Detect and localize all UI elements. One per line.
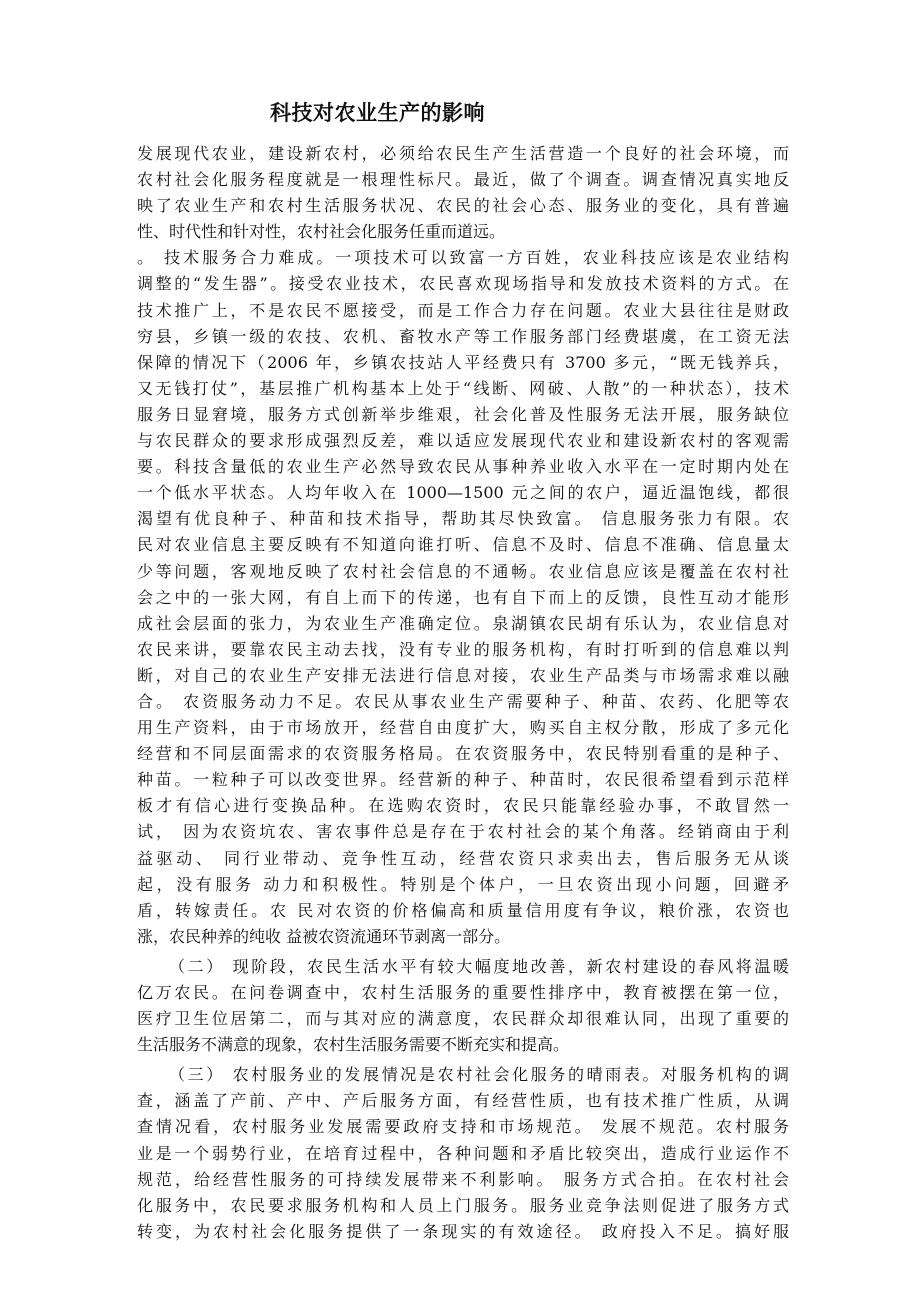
text-line: 服务日显窘境，服务方式创新举步维艰，社会化普及性服务无法开展，服务缺位 xyxy=(137,404,789,424)
text-line: 经营和不同层面需求的农资服务格局。在农资服务中，农民特别看重的是种子、 xyxy=(137,744,789,764)
document-body xyxy=(137,141,789,1245)
text-line: 生活服务不满意的现象，农村生活服务需要不断充实和提高。 xyxy=(137,1035,570,1055)
text-line: 涨，农民种养的纯收 益被农资流通环节剥离一部分。 xyxy=(137,926,511,946)
text-line: 板才有信心进行变换品种。在选购农资时，农民只能靠经验办事，不敢冒然一 xyxy=(137,796,789,816)
text-line: 种苗。一粒种子可以改变世界。经营新的种子、种苗时，农民很希望看到示范样 xyxy=(137,770,789,790)
text-line: 与农民群众的要求形成强烈反差，难以适应发展现代农业和建设新农村的客观需 xyxy=(137,431,789,451)
text-line: 起，没有服务 动力和积极性。特别是个体户，一旦农资出现小问题，回避矛 xyxy=(137,874,789,894)
text-line: 试， 因为农资坑农、害农事件总是存在于农村社会的某个角落。经销商由于利 xyxy=(137,822,789,842)
text-line: 调整的“发生器”。接受农业技术，农民喜欢现场指导和发放技术资料的方式。在 xyxy=(137,274,789,294)
text-line: 亿万农民。在问卷调查中，农村生活服务的重要性排序中，教育被摆在第一位， xyxy=(137,983,789,1002)
text-line: 用生产资料，由于市场放开，经营自由度扩大，购买自主权分散，形成了多元化 xyxy=(137,718,789,738)
text-line: 查情况看，农村服务业发展需要政府支持和市场规范。 发展不规范。农村服务 xyxy=(137,1117,789,1137)
text-line: 穷县，乡镇一级的农技、农机、畜牧水产等工作服务部门经费堪虞，在工资无法 xyxy=(137,326,789,346)
text-line: 又无钱打仗”，基层推广机构基本上处于“线断、网破、人散”的一种状态），技术 xyxy=(137,378,789,398)
text-line: 业是一个弱势行业，在培育过程中，各种问题和矛盾比较突出，造成行业运作不 xyxy=(137,1143,789,1163)
text-line: 技术推广上，不是农民不愿接受，而是工作合力存在问题。农业大县往往是财政 xyxy=(137,300,789,320)
text-line: 性、时代性和针对性，农村社会化服务任重而道远。 xyxy=(137,222,506,242)
text-line: 民对农业信息主要反映有不知道向谁打听、信息不及时、信息不准确、信息量太 xyxy=(137,535,789,555)
text-line: 转变，为农村社会化服务提供了一条现实的有效途径。 政府投入不足。搞好服 xyxy=(137,1221,789,1241)
text-line: 益驱动、 同行业带动、竞争性互动，经营农资只求卖出去，售后服务无从谈 xyxy=(137,848,789,868)
text-line: 查，涵盖了产前、产中、产后服务方面，有经营性质，也有技术推广性质，从调 xyxy=(137,1091,789,1111)
text-line: 映了农业生产和农村生活服务状况、农民的社会心态、服务业的变化，具有普遍 xyxy=(137,196,789,216)
text-line: 少等问题，客观地反映了农村社会信息的不通畅。农业信息应该是覆盖在农村社 xyxy=(137,561,789,581)
text-line: 盾，转嫁责任。农 民对农资的价格偏高和质量信用度有争议，粮价涨，农资也 xyxy=(137,900,789,920)
text-line: 保障的情况下（2006 年，乡镇农技站人平经费只有 3700 多元，“既无钱养兵， xyxy=(137,352,789,372)
text-line: 合。 农资服务动力不足。农民从事农业生产需要种子、种苗、农药、化肥等农 xyxy=(137,691,789,711)
text-line: 医疗卫生位居第二，而与其对应的满意度，农民群众却很难认同，出现了重要的 xyxy=(137,1009,789,1029)
text-line: 发展现代农业，建设新农村，必须给农民生产生活营造一个良好的社会环境，而 xyxy=(137,144,789,163)
text-line: 。 技术服务合力难成。一项技术可以致富一方百姓，农业科技应该是农业结构 xyxy=(137,248,789,268)
text-line: （二） 现阶段，农民生活水平有较大幅度地改善，新农村建设的春风将温暖 xyxy=(169,956,789,976)
text-line: 断，对自己的农业生产安排无法进行信息对接，农业生产品类与市场需求难以融 xyxy=(137,665,789,685)
text-line: 成社会层面的张力，为农业生产准确定位。泉湖镇农民胡有乐认为，农业信息对 xyxy=(137,613,789,633)
text-line: （三） 农村服务业的发展情况是农村社会化服务的晴雨表。对服务机构的调 xyxy=(169,1065,789,1085)
text-line: 要。科技含量低的农业生产必然导致农民从事种养业收入水平在一定时期内处在 xyxy=(137,457,789,477)
text-line: 农村社会化服务程度就是一根理性标尺。最近，做了个调查。调查情况真实地反 xyxy=(137,170,789,190)
text-line: 会之中的一张大网，有自上而下的传递，也有自下而上的反馈，良性互动才能形 xyxy=(137,587,789,607)
text-line: 农民来讲，要靠农民主动去找，没有专业的服务机构，有时打听到的信息难以判 xyxy=(137,639,789,659)
text-line: 一个低水平状态。人均年收入在 1000—1500 元之间的农户，逼近温饱线，都很 xyxy=(137,483,789,503)
text-line: 渴望有优良种子、种苗和技术指导，帮助其尽快致富。 信息服务张力有限。农 xyxy=(137,509,789,529)
text-line: 化服务中，农民要求服务机构和人员上门服务。服务业竞争法则促进了服务方式 xyxy=(137,1195,789,1215)
text-line: 规范，给经营性服务的可持续发展带来不利影响。 服务方式合拍。在农村社会 xyxy=(137,1169,789,1189)
document-title: 科技对农业生产的影响 xyxy=(270,101,485,125)
